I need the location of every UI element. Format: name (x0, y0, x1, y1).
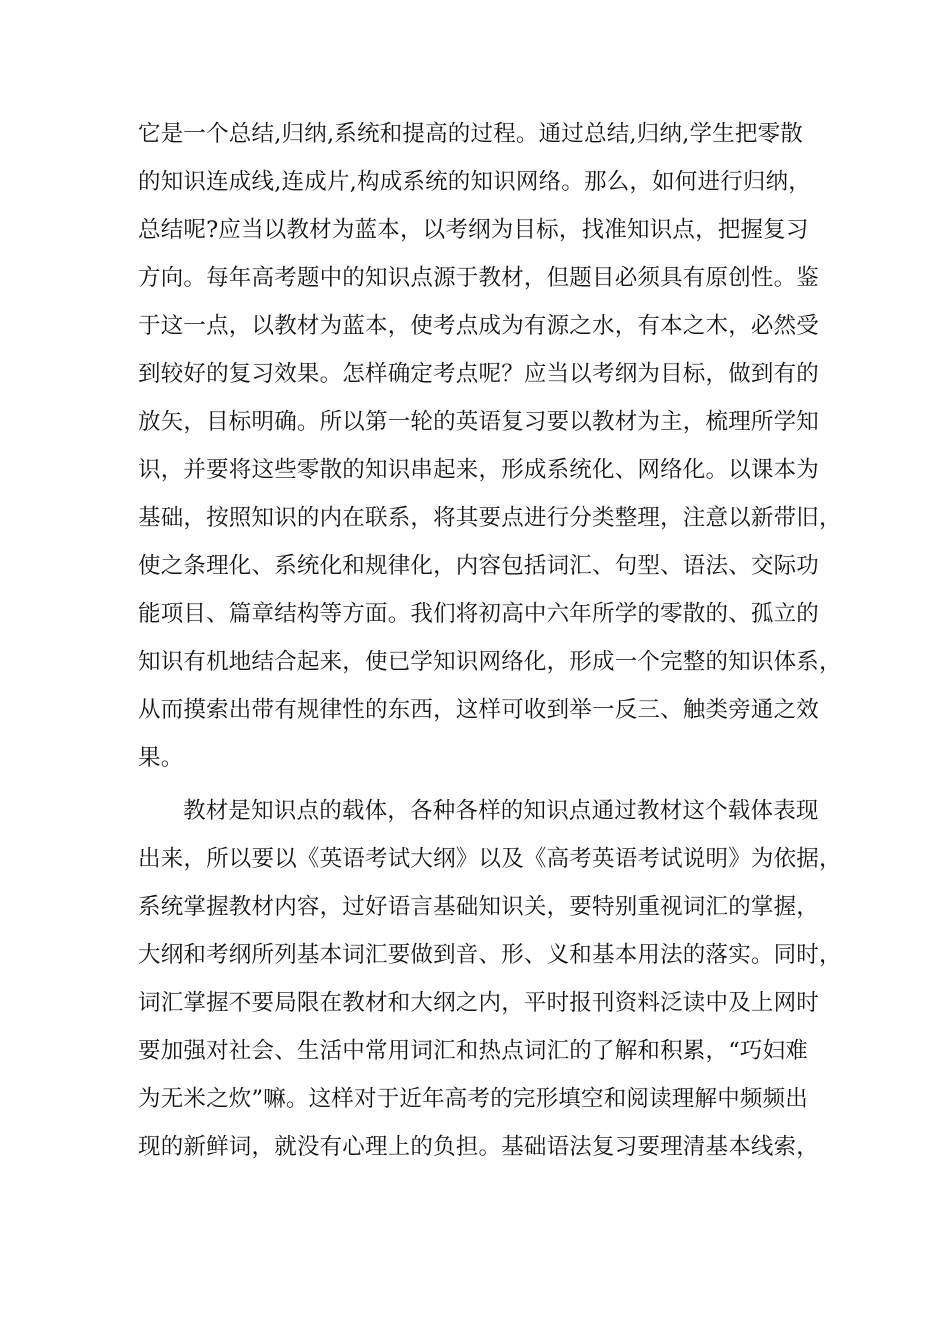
text-line: 总结呢?应当以教材为蓝本，以考纲为目标，找准知识点，把握复习 (138, 217, 809, 243)
text-line: 方向。每年高考题中的知识点源于教材，但题目必须具有原创性。鉴 (138, 265, 820, 291)
text-line: 基础，按照知识的内在联系，将其要点进行分类整理，注意以新带旧， (138, 505, 842, 531)
text-line: 识，并要将这些零散的知识串起来，形成系统化、网络化。以课本为 (138, 457, 820, 483)
text-line: 于这一点，以教材为蓝本，使考点成为有源之水，有本之木，必然受 (138, 313, 820, 339)
text-line: 果。 (138, 745, 184, 771)
text-line: 知识有机地结合起来，使已学知识网络化，形成一个完整的知识体系， (138, 649, 842, 675)
text-line: 为无米之炊”嘛。这样对于近年高考的完形填空和阅读理解中频频出 (138, 1086, 809, 1112)
text-line: 能项目、篇章结构等方面。我们将初高中六年所学的零散的、孤立的 (138, 601, 820, 627)
text-line: 要加强对社会、生活中常用词汇和热点词汇的了解和积累，“巧妇难 (138, 1038, 809, 1064)
text-line: 出来，所以要以《英语考试大纲》以及《高考英语考试说明》为依据， (138, 846, 842, 872)
text-line: 它是一个总结,归纳,系统和提高的过程。通过总结,归纳,学生把零散 (138, 121, 804, 147)
text-line: 放矢，目标明确。所以第一轮的英语复习要以教材为主，梳理所学知 (138, 409, 820, 435)
text-line: 词汇掌握不要局限在教材和大纲之内，平时报刊资料泛读中及上网时 (138, 990, 820, 1016)
text-line: 到较好的复习效果。怎样确定考点呢？应当以考纲为目标，做到有的 (138, 361, 820, 387)
text-line: 使之条理化、系统化和规律化，内容包括词汇、句型、语法、交际功 (138, 553, 820, 579)
text-line: 现的新鲜词，就没有心理上的负担。基础语法复习要理清基本线索， (138, 1134, 820, 1160)
text-line: 的知识连成线,连成片,构成系统的知识网络。那么，如何进行归纳， (138, 169, 812, 195)
text-line: 大纲和考纲所列基本词汇要做到音、形、义和基本用法的落实。同时， (138, 942, 842, 968)
text-line: 从而摸索出带有规律性的东西，这样可收到举一反三、触类旁通之效 (138, 697, 820, 723)
text-line: 系统掌握教材内容，过好语言基础知识关，要特别重视词汇的掌握， (138, 894, 820, 920)
paragraph-first-line: 教材是知识点的载体，各种各样的知识点通过教材这个载体表现 (183, 798, 819, 824)
